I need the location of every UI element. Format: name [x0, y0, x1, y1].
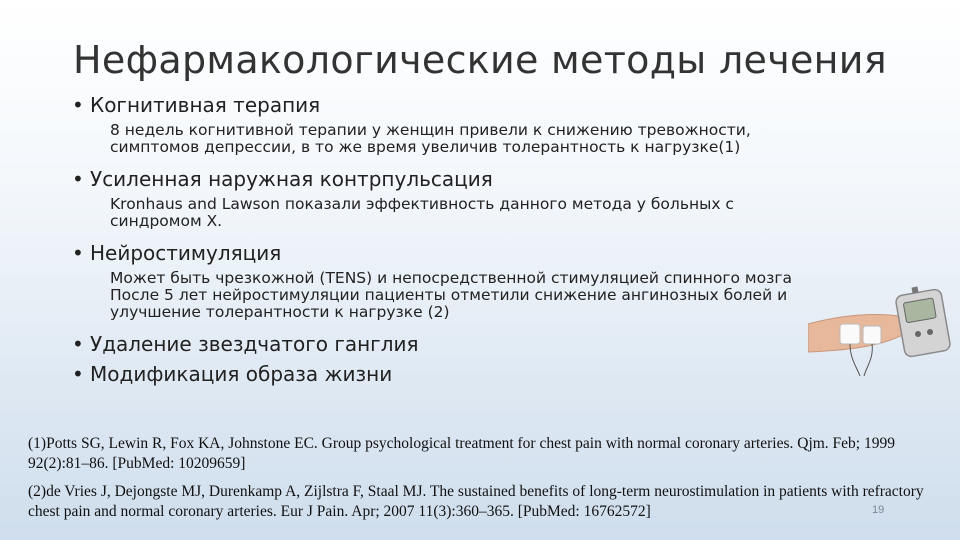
bullet-neurostimulation: • Нейростимуляция	[72, 240, 902, 266]
bullet-lifestyle: • Модификация образа жизни	[72, 361, 902, 387]
references	[28, 434, 938, 530]
bullet-ganglion-removal: • Удаление звездчатого ганглия	[72, 331, 902, 357]
tens-device-image	[808, 286, 953, 378]
bullet-counterpulsation: • Усиленная наружная контрпульсация	[72, 166, 902, 192]
sub-text-line: После 5 лет нейростимуляции пациенты отметили снижение ангинозных болей и	[110, 286, 788, 304]
sub-text-line: 8 недель когнитивной терапии у женщин привели к снижению тревожности,	[110, 121, 751, 139]
sub-text-line: улучшение толерантности к нагрузке (2)	[110, 303, 450, 321]
sub-text-line: Может быть чрезкожной (TENS) и непосредственной стимуляцией спинного мозга	[110, 269, 792, 287]
reference-2: (2)de Vries J, Dejongste MJ, Durenkamp A, Zijlstra F, Staal MJ. The sustained benefits of long-term neurostimulation in patients with refractory chest pain and normal coronary arteries. Eur J Pain. Apr; 2007 11(3):360–365. [PubMed: 16762572]	[28, 483, 924, 520]
bullet-list	[72, 92, 902, 387]
bullet-cognitive-therapy: • Когнитивная терапия	[72, 92, 902, 118]
reference-1: (1)Potts SG, Lewin R, Fox KA, Johnstone EC. Group psychological treatment for chest pain with normal coronary arteries. Qjm. Feb; 1999 92(2):81–86. [PubMed: 10209659]	[28, 435, 895, 472]
page-number: 19	[872, 504, 885, 516]
sub-text-line: Kronhaus and Lawson показали эффективность данного метода у больных с	[110, 195, 734, 213]
slide-title: Нефармакологические методы лечения	[73, 38, 887, 82]
sub-text-line: синдромом Х.	[110, 212, 223, 230]
sub-text-line: симптомов депрессии, в то же время увеличив толерантность к нагрузке(1)	[110, 138, 741, 156]
